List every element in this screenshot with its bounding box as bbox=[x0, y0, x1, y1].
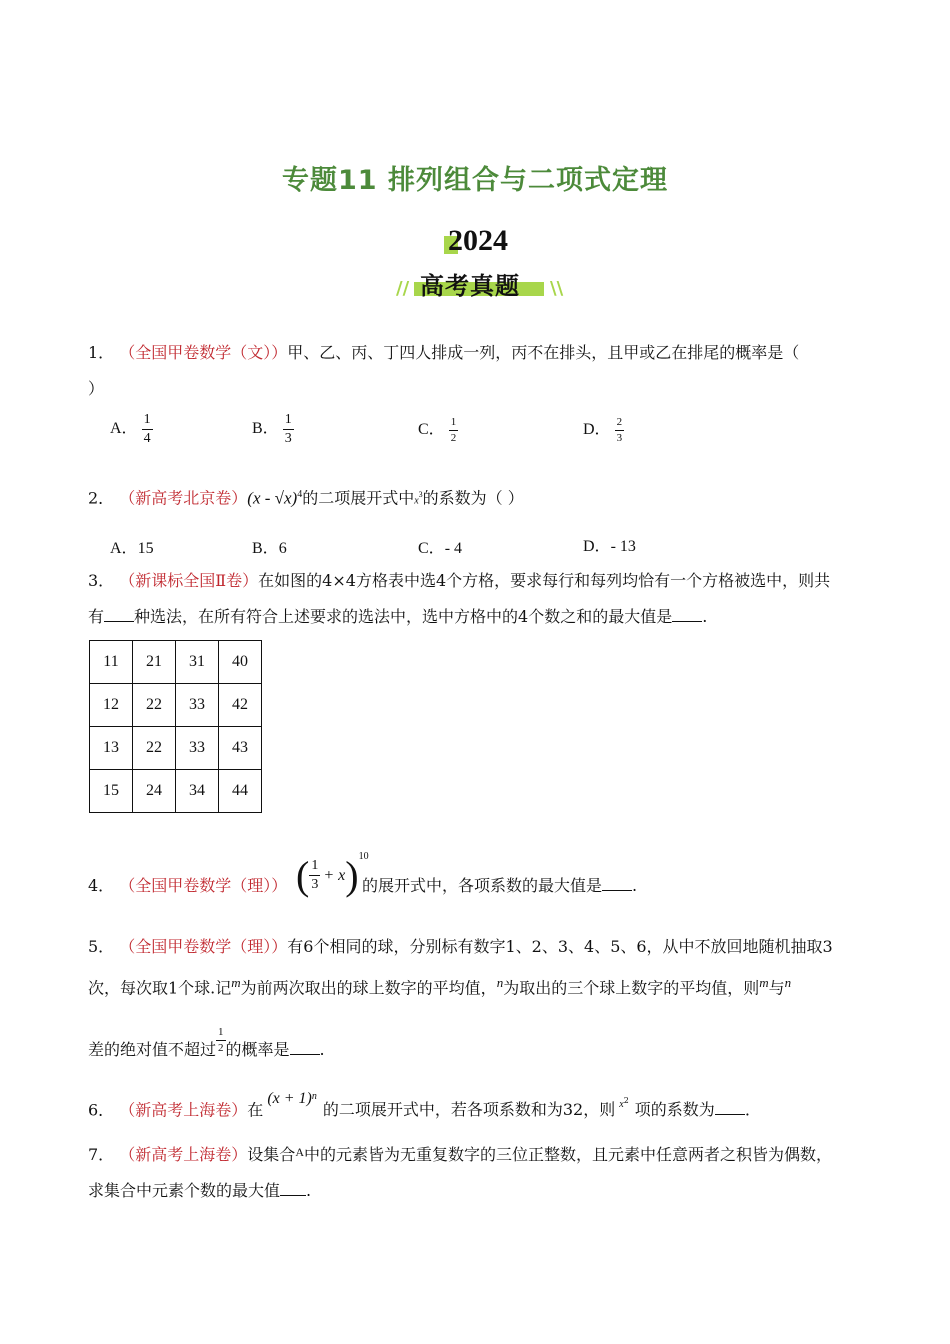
page-title: 专题11 排列组合与二项式定理 bbox=[282, 165, 668, 196]
answer-blank bbox=[715, 1100, 745, 1115]
fraction: $\frac{1}{3}$ bbox=[311, 858, 319, 892]
grid-cell: 21 bbox=[133, 641, 176, 684]
option-label: A． bbox=[110, 420, 138, 438]
option-a bbox=[110, 412, 153, 447]
banner-left-slashes: // bbox=[396, 278, 410, 299]
question-source: （新高考北京卷） bbox=[119, 488, 248, 508]
exponent: 4 bbox=[297, 489, 303, 500]
option-value: - 13 bbox=[610, 538, 636, 555]
variable-n: n bbox=[496, 975, 504, 990]
question-5-cont2: 差的绝对值不超过 $\frac{1}{2}$ 的概率是 . bbox=[88, 1026, 325, 1059]
question-1-cont: ） bbox=[88, 379, 105, 398]
table-row bbox=[90, 770, 262, 813]
option-b bbox=[252, 412, 294, 447]
q4-expression: ( $\frac{1}{3}$ + x)$^{10}$ bbox=[296, 851, 369, 898]
variable-m: m bbox=[759, 975, 769, 990]
question-number: 5． bbox=[88, 937, 115, 956]
option-c bbox=[418, 416, 458, 445]
question-number: 3． bbox=[88, 571, 115, 590]
variable-n: n bbox=[784, 975, 792, 990]
question-3-cont: 有 种选法，在所有符合上述要求的选法中，选中方格中的4个数之和的最大值是 . bbox=[88, 607, 708, 626]
option-b: B．6 bbox=[252, 540, 287, 557]
question-text: 的二项展开式中 bbox=[302, 488, 415, 508]
option-value: 6 bbox=[278, 540, 287, 557]
table-row bbox=[90, 684, 262, 727]
fraction: $\frac{1}{2}$ bbox=[218, 1026, 224, 1054]
question-text: 的系数为（ ） bbox=[422, 488, 524, 508]
question-text: 有6个相同的球，分别标有数字1、2、3、4、5、6，从中不放回地随机抽取3 bbox=[287, 937, 833, 956]
question-source: （新高考上海卷） bbox=[119, 1145, 248, 1164]
variable-m: m bbox=[231, 975, 241, 990]
banner-right-slashes: \\ bbox=[550, 278, 564, 299]
term: x bbox=[619, 1099, 624, 1111]
question-4-text: 的展开式中，各项系数的最大值是 . bbox=[362, 876, 638, 895]
grid-cell: 11 bbox=[90, 641, 133, 684]
question-number: 7． bbox=[88, 1145, 115, 1164]
section-banner: 高考真题 bbox=[420, 272, 520, 300]
term: x bbox=[414, 495, 419, 507]
number-grid bbox=[89, 640, 262, 813]
binomial-expression: (x - √x) bbox=[247, 488, 298, 508]
option-label: C． bbox=[418, 421, 445, 439]
question-3 bbox=[88, 571, 830, 591]
term-exponent: 2 bbox=[623, 1096, 629, 1105]
question-1 bbox=[88, 343, 799, 363]
question-source: （新课标全国Ⅱ卷） bbox=[119, 571, 259, 590]
question-5 bbox=[88, 937, 833, 957]
binomial-expression: (x + 1) bbox=[267, 1090, 312, 1108]
fraction: $\frac{1}{2}$ bbox=[450, 416, 457, 444]
question-2 bbox=[88, 485, 524, 511]
table-row bbox=[90, 727, 262, 770]
option-value: - 4 bbox=[444, 540, 463, 557]
question-number: 1． bbox=[88, 343, 115, 362]
question-source: （新高考上海卷） bbox=[119, 1100, 248, 1120]
grid-cell: 24 bbox=[133, 770, 176, 813]
grid-cell: 44 bbox=[219, 770, 262, 813]
option-label: D． bbox=[583, 421, 611, 439]
answer-blank bbox=[672, 607, 702, 622]
question-4 bbox=[88, 876, 287, 896]
grid-cell: 33 bbox=[176, 727, 219, 770]
exponent: 10 bbox=[358, 851, 369, 863]
option-d bbox=[583, 416, 624, 445]
fraction: $\frac{1}{4}$ bbox=[143, 412, 151, 446]
fraction: $\frac{1}{3}$ bbox=[284, 412, 292, 446]
answer-blank bbox=[280, 1181, 306, 1196]
grid-cell: 22 bbox=[133, 684, 176, 727]
year-label: 2024 bbox=[448, 224, 508, 257]
question-7: 7． （新高考上海卷）设集合$^A$中的元素皆为无重复数字的三位正整数，且元素中任意两者之积皆为偶数， bbox=[88, 1145, 832, 1164]
grid-cell: 31 bbox=[176, 641, 219, 684]
grid-cell: 22 bbox=[133, 727, 176, 770]
grid-cell: 43 bbox=[219, 727, 262, 770]
option-c: C．- 4 bbox=[418, 540, 463, 557]
answer-blank bbox=[602, 876, 632, 891]
question-source: （全国甲卷数学（文）） bbox=[119, 343, 288, 362]
question-number: 6． bbox=[88, 1100, 115, 1120]
grid-cell: 42 bbox=[219, 684, 262, 727]
option-d: D．- 13 bbox=[583, 538, 636, 555]
question-5-cont: 次，每次取1个球.记$^m$为前两次取出的球上数字的平均值，$^n$为取出的三个球上数字的平均值，则$^m$与$^n$ bbox=[88, 975, 792, 998]
grid-cell: 13 bbox=[90, 727, 133, 770]
grid-cell: 33 bbox=[176, 684, 219, 727]
fraction: $\frac{2}{3}$ bbox=[616, 416, 623, 444]
answer-blank bbox=[290, 1040, 320, 1055]
question-6: 6． （新高考上海卷）在$(x + 1)^n$的二项展开式中，若各项系数和为32，则 $^{x2}$ 项的系数为 . bbox=[88, 1090, 750, 1120]
option-value: 15 bbox=[137, 540, 154, 557]
question-number: 4． bbox=[88, 876, 115, 895]
grid-cell: 34 bbox=[176, 770, 219, 813]
set-a: A bbox=[295, 1145, 304, 1159]
grid-cell: 12 bbox=[90, 684, 133, 727]
answer-blank bbox=[104, 607, 134, 622]
exponent: n bbox=[311, 1091, 317, 1102]
option-label: B． bbox=[252, 420, 279, 438]
question-source: （全国甲卷数学（理）） bbox=[119, 937, 288, 956]
question-number: 2． bbox=[88, 488, 115, 508]
table-row bbox=[90, 641, 262, 684]
term-exponent: 3 bbox=[418, 490, 423, 499]
question-text: 在如图的4×4方格表中选4个方格，要求每行和每列均恰有一个方格被选中，则共 bbox=[258, 571, 831, 590]
question-text: 甲、乙、丙、丁四人排成一列，丙不在排头，且甲或乙在排尾的概率是（ bbox=[287, 343, 800, 362]
option-a: A．15 bbox=[110, 540, 154, 557]
question-source: （全国甲卷数学（理）） bbox=[119, 876, 288, 895]
grid-cell: 15 bbox=[90, 770, 133, 813]
grid-cell: 40 bbox=[219, 641, 262, 684]
question-7-cont: 求集合中元素个数的最大值 . bbox=[88, 1181, 312, 1200]
